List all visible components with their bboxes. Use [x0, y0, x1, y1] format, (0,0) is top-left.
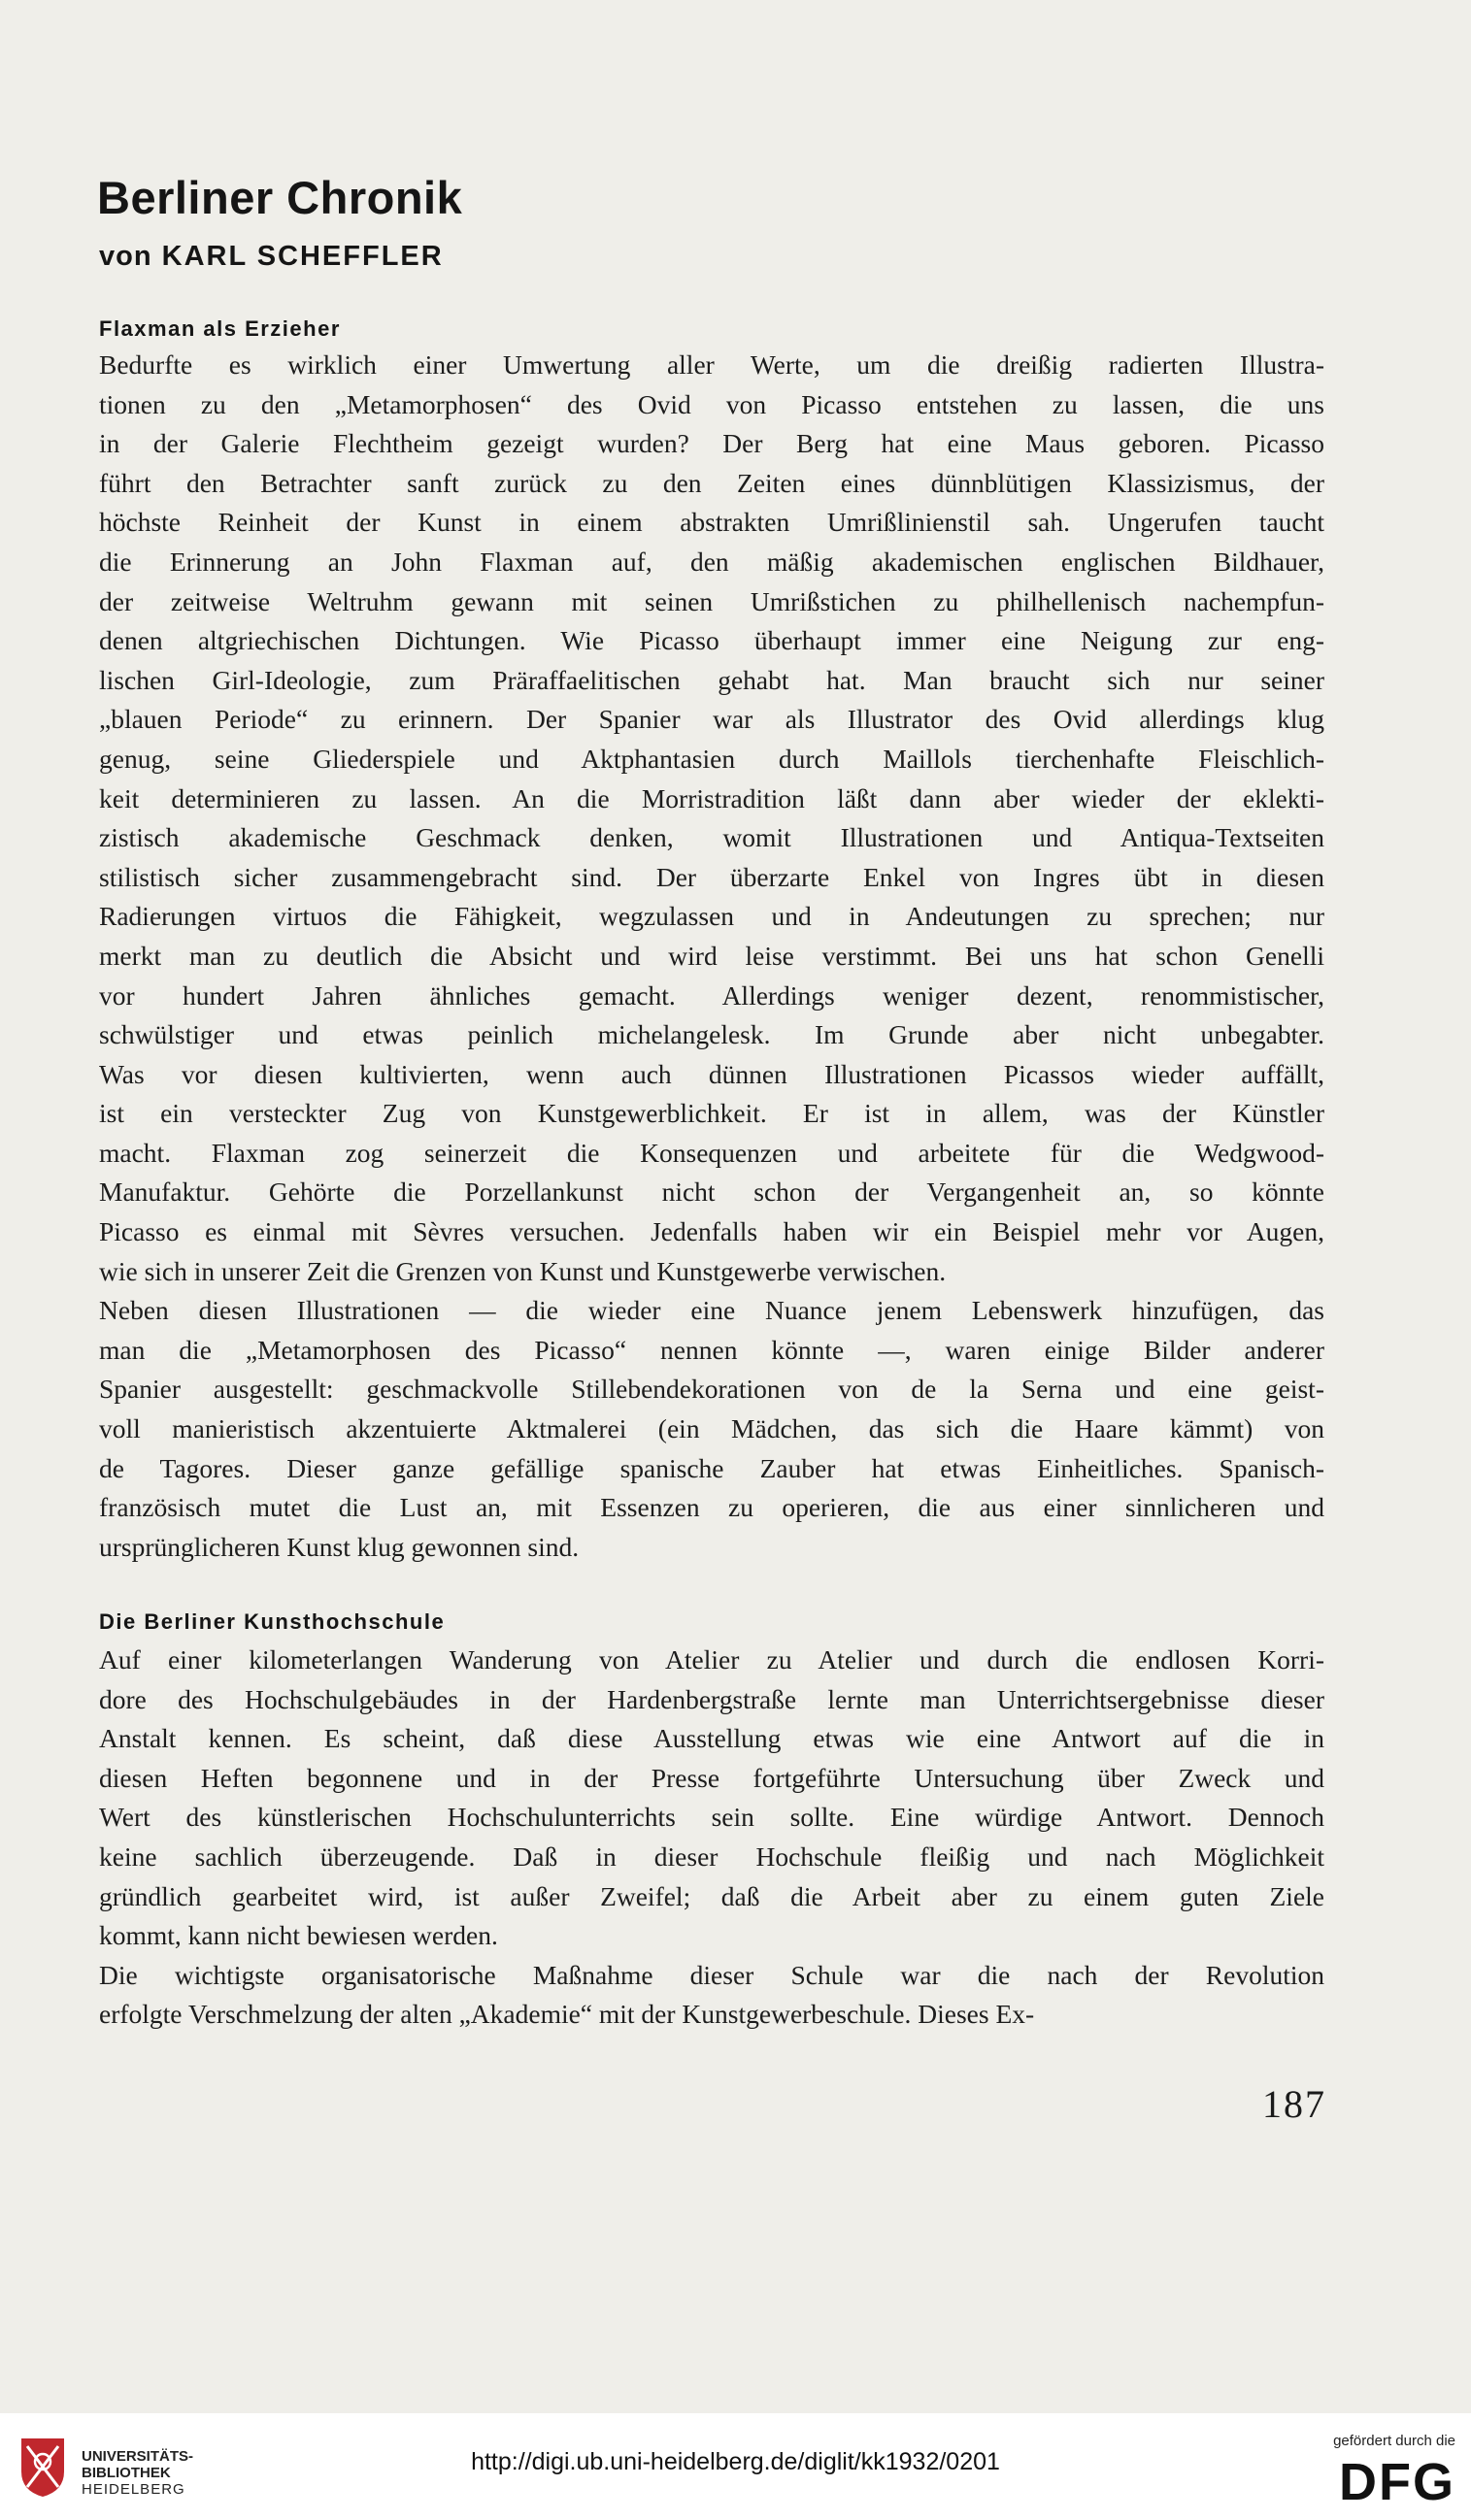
text-line: keine sachlich überzeugende. Daß in dieser Hochschule fleißig und nach Möglichkeit: [99, 1840, 1324, 1872]
text-line: der zeitweise Weltruhm gewann mit seinen Umrißstichen zu philhellenisch nachempfun-: [99, 585, 1324, 616]
text-line: vor hundert Jahren ähnliches gemacht. Allerdings weniger dezent, renommistischer,: [99, 979, 1324, 1011]
text-line: in der Galerie Flechtheim gezeigt wurden? Der Berg hat eine Maus geboren. Picasso: [99, 428, 1324, 459]
text-line: denen altgriechischen Dichtungen. Wie Picasso überhaupt immer eine Neigung zur eng-: [99, 625, 1324, 656]
text-line: erfolgte Verschmelzung der alten „Akademie“ mit der Kunstgewerbeschule. Dieses Ex-: [99, 1999, 1035, 2030]
text-line: Manufaktur. Gehörte die Porzellankunst nicht schon der Vergangenheit an, so könnte: [99, 1177, 1324, 1208]
text-line: führt den Betrachter sanft zurück zu den Zeiten eines dünnblütigen Klassizismus, der: [99, 467, 1324, 498]
text-line: de Tagores. Dieser ganze gefällige spanische Zauber hat etwas Einheitliches. Spanisch-: [99, 1452, 1324, 1483]
text-line: Spanier ausgestellt: geschmackvolle Stillebendekorationen von de la Serna und eine geist-: [99, 1374, 1324, 1405]
byline-author: KARL SCHEFFLER: [161, 241, 444, 272]
text-line: Radierungen virtuos die Fähigkeit, wegzulassen und in Andeutungen zu sprechen; nur: [99, 901, 1324, 932]
text-line: keit determinieren zu lassen. An die Morristradition läßt dann aber wieder der eklekti-: [99, 782, 1324, 813]
section-text-flaxman: [99, 346, 1324, 1567]
text-line: genug, seine Gliederspiele und Aktphantasien durch Maillols tierchenhafte Fleischlich-: [99, 743, 1324, 774]
permalink-url[interactable]: http://digi.ub.uni-heidelberg.de/diglit/kk1932/0201: [471, 2448, 1000, 2475]
text-line: Neben diesen Illustrationen — die wieder eine Nuance jenem Lebenswerk hinzufügen, das: [99, 1295, 1324, 1326]
text-line: wie sich in unserer Zeit die Grenzen von Kunst und Kunstgewerbe verwischen.: [99, 1255, 947, 1286]
byline: [99, 241, 444, 273]
text-line: französisch mutet die Lust an, mit Essenzen zu operieren, die aus einer sinnlicheren und: [99, 1492, 1324, 1523]
text-line: lischen Girl-Ideologie, zum Präraffaelitischen gehabt hat. Man braucht sich nur seiner: [99, 664, 1324, 695]
text-line: Bedurfte es wirklich einer Umwertung aller Werte, um die dreißig radierten Illustra-: [99, 349, 1324, 380]
text-line: Die wichtigste organisatorische Maßnahme dieser Schule war die nach der Revolution: [99, 1959, 1324, 1990]
text-line: „blauen Periode“ zu erinnern. Der Spanier war als Illustrator des Ovid allerdings klug: [99, 704, 1324, 735]
text-line: diesen Heften begonnene und in der Presse fortgeführte Untersuchung über Zweck und: [99, 1762, 1324, 1793]
section-heading-kunsthochschule: Die Berliner Kunsthochschule: [99, 1609, 446, 1634]
text-line: dore des Hochschulgebäudes in der Hardenbergstraße lernte man Unterrichtsergebnisse dieser: [99, 1683, 1324, 1714]
text-line: ursprünglicheren Kunst klug gewonnen sind.: [99, 1531, 580, 1562]
article-title: Berliner Chronik: [97, 172, 463, 223]
text-line: ist ein versteckter Zug von Kunstgewerblichkeit. Er ist in allem, was der Künstler: [99, 1098, 1324, 1129]
text-line: gründlich gearbeitet wird, ist außer Zweifel; daß die Arbeit aber zu einem guten Ziele: [99, 1880, 1324, 1911]
text-line: man die „Metamorphosen des Picasso“ nennen könnte —, waren einige Bilder anderer: [99, 1334, 1324, 1365]
text-line: tionen zu den „Metamorphosen“ des Ovid von Picasso entstehen zu lassen, die uns: [99, 388, 1324, 419]
text-line: Was vor diesen kultivierten, wenn auch dünnen Illustrationen Picassos wieder auffällt,: [99, 1058, 1324, 1089]
page-number: 187: [1262, 2082, 1326, 2126]
text-line: macht. Flaxman zog seinerzeit die Konsequenzen und arbeitete für die Wedgwood-: [99, 1137, 1324, 1168]
library-line-1: UNIVERSITÄTS-: [82, 2448, 194, 2465]
text-line: zistisch akademische Geschmack denken, womit Illustrationen und Antiqua-Textseiten: [99, 822, 1324, 853]
library-line-3: HEIDELBERG: [82, 2481, 185, 2498]
text-line: Picasso es einmal mit Sèvres versuchen. Jedenfalls haben wir ein Beispiel mehr vor Augen,: [99, 1216, 1324, 1247]
text-line: höchste Reinheit der Kunst in einem abstrakten Umrißlinienstil sah. Ungerufen taucht: [99, 507, 1324, 538]
text-line: stilistisch sicher zusammengebracht sind. Der überzarte Enkel von Ingres übt in diesen: [99, 861, 1324, 892]
text-line: kommt, kann nicht bewiesen werden.: [99, 1920, 498, 1951]
text-line: Auf einer kilometerlangen Wanderung von Atelier zu Atelier und durch die endlosen Korri-: [99, 1644, 1324, 1674]
section-text-kunsthochschule: [99, 1641, 1324, 2035]
text-line: Anstalt kennen. Es scheint, daß diese Ausstellung etwas wie eine Antwort auf die in: [99, 1723, 1324, 1754]
dfg-logo: DFG: [1339, 2453, 1455, 2511]
section-heading-flaxman: Flaxman als Erzieher: [99, 316, 341, 341]
library-line-2: BIBLIOTHEK: [82, 2465, 171, 2481]
byline-prefix: von: [99, 241, 152, 272]
text-line: voll manieristisch akzentuierte Aktmalerei (ein Mädchen, das sich die Haare kämmt) von: [99, 1413, 1324, 1444]
funded-by-label: gefördert durch die: [1333, 2433, 1455, 2449]
footer-bar: [0, 2413, 1471, 2520]
text-line: schwülstiger und etwas peinlich michelangelesk. Im Grunde aber nicht unbegabter.: [99, 1019, 1324, 1050]
text-line: Wert des künstlerischen Hochschulunterrichts sein sollte. Eine würdige Antwort. Dennoch: [99, 1802, 1324, 1833]
text-line: merkt man zu deutlich die Absicht und wird leise verstimmt. Bei uns hat schon Genelli: [99, 940, 1324, 971]
text-line: die Erinnerung an John Flaxman auf, den mäßig akademischen englischen Bildhauer,: [99, 546, 1324, 577]
